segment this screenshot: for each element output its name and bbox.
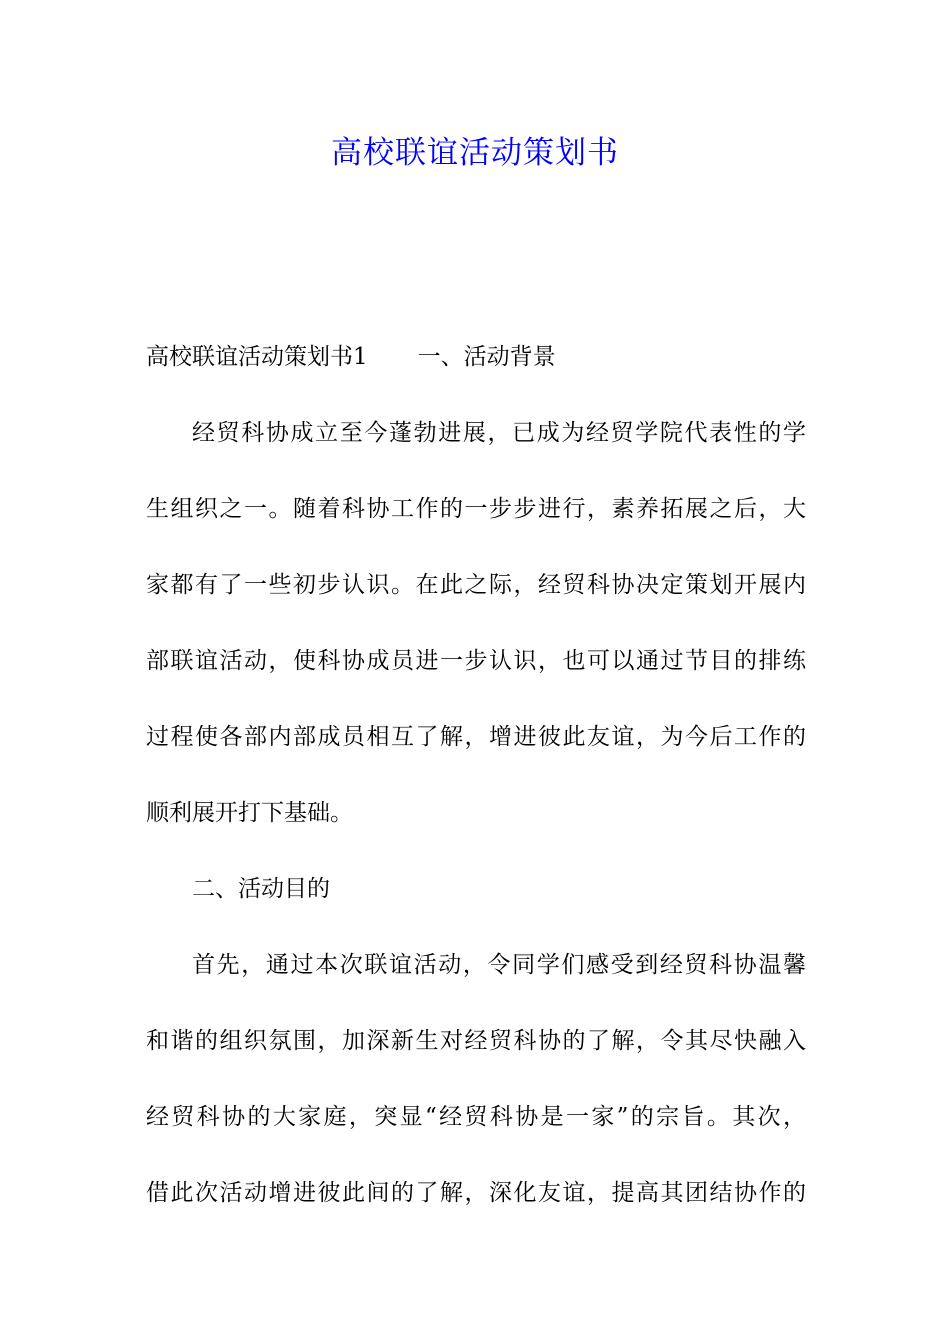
gap [146, 832, 806, 870]
para2-line: 和谐的组织氛围，加深新生对经贸科协的了解，令其尽快融入 [146, 1028, 806, 1054]
doc-label: 高校联谊活动策划书1 [146, 344, 368, 370]
gap [146, 984, 806, 1022]
para1-line: 经贸科协成立至今蓬勃进展，已成为经贸学院代表性的学 [192, 420, 806, 446]
gap [146, 528, 806, 566]
gap [146, 680, 806, 718]
gap [146, 1060, 806, 1098]
para2-line: 经贸科协的大家庭，突显“经贸科协是一家”的宗旨。其次， [146, 1104, 806, 1130]
para1-line: 部联谊活动，使科协成员进一步认识，也可以通过节目的排练 [146, 648, 806, 674]
first-line [146, 338, 806, 376]
para1-line: 顺利展开打下基础。 [146, 800, 353, 826]
section1-heading: 一、活动背景 [417, 344, 556, 370]
gap [146, 376, 806, 414]
para1-line: 家都有了一些初步认识。在此之际，经贸科协决定策划开展内 [146, 572, 806, 598]
para1-line: 生组织之一。随着科协工作的一步步进行，素养拓展之后，大 [146, 496, 806, 522]
gap [146, 452, 806, 490]
document-title: 高校联谊活动策划书 [331, 135, 619, 171]
gap [146, 908, 806, 946]
gap [146, 756, 806, 794]
para1-line: 过程使各部内部成员相互了解，增进彼此友谊，为今后工作的 [146, 724, 806, 750]
document-body [146, 338, 806, 1212]
section2-heading: 二、活动目的 [192, 876, 330, 902]
para2-line: 首先，通过本次联谊活动，令同学们感受到经贸科协温馨 [192, 952, 806, 978]
gap [146, 604, 806, 642]
gap [146, 1136, 806, 1174]
para2-line: 借此次活动增进彼此间的了解，深化友谊，提高其团结协作的 [146, 1180, 806, 1206]
